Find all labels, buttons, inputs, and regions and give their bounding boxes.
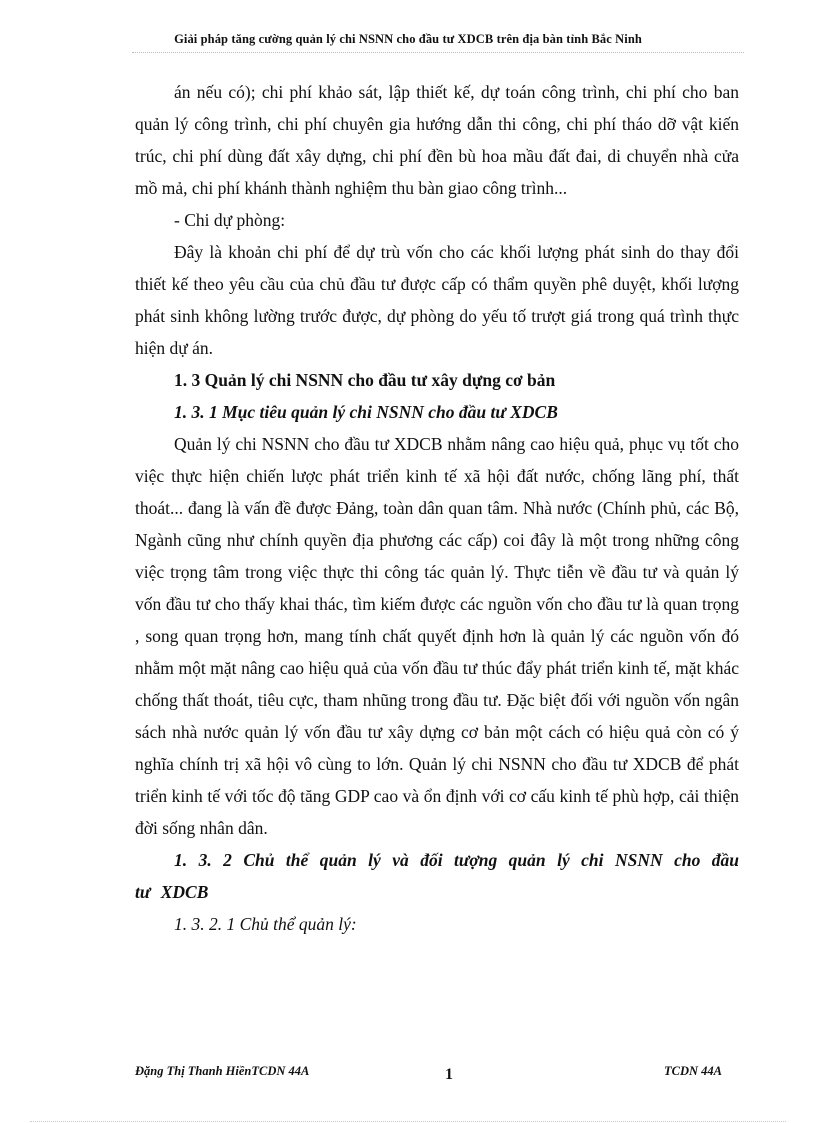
footer-author: Đặng Thị Thanh HiềnTCDN 44A <box>135 1064 310 1078</box>
running-header: Giải pháp tăng cường quản lý chi NSNN cho đầu tư XDCB trên địa bàn tỉnh Bắc Ninh <box>174 32 642 46</box>
section-heading-1-3-2: 1. 3. 2 Chủ thể quản lý và đối tượng quản lý chi NSNN cho đầu tư XDCB <box>135 850 739 902</box>
section-heading-1-3: 1. 3 Quản lý chi NSNN cho đầu tư xây dựng cơ bản <box>174 370 556 390</box>
page-number: 1 <box>445 1066 453 1083</box>
paragraph-continuation: án nếu có); chi phí khảo sát, lập thiết kế, dự toán công trình, chi phí cho ban quản lý công trình, chi phí chuyên gia hướng dẫn thi công, chi phí tháo dỡ vật kiến trúc, chi phí dùng đất xây dựng, chi phí đền bù hoa mầu đất đai, di chuyển nhà cửa mồ mả, chi phí khánh thành nghiệm thu bàn giao công trình... <box>135 82 739 198</box>
list-item-contingency: - Chi dự phòng: <box>174 210 286 230</box>
footer-class: TCDN 44A <box>664 1064 722 1078</box>
paragraph-contingency-definition: Đây là khoản chi phí để dự trù vốn cho các khối lượng phát sinh do thay đổi thiết kế theo yêu cầu của chủ đầu tư được cấp có thẩm quyền phê duyệt, khối lượng phát sinh không lường trước được, dự phòng do yếu tố trượt giá trong quá trình thực hiện dự án. <box>135 242 739 358</box>
body-content <box>135 76 739 940</box>
section-heading-1-3-1: 1. 3. 1 Mục tiêu quản lý chi NSNN cho đầu tư XDCB <box>174 402 558 422</box>
header-rule <box>132 52 744 53</box>
page-bottom-rule <box>30 1121 786 1122</box>
section-heading-1-3-2-1: 1. 3. 2. 1 Chủ thể quản lý: <box>174 914 357 934</box>
paragraph-management-objectives: Quản lý chi NSNN cho đầu tư XDCB nhằm nâng cao hiệu quả, phục vụ tốt cho việc thực hiện chiến lược phát triển kinh tế xã hội đất nước, chống lãng phí, thất thoát... đang là vấn đề được Đảng, toàn dân quan tâm. Nhà nước (Chính phủ, các Bộ, Ngành cũng như chính quyền địa phương các cấp) coi đây là một trong những công việc trọng tâm trong việc thực thi công tác quản lý. Thực tiễn về đầu tư và quản lý vốn đầu tư cho thấy khai thác, tìm kiếm được các nguồn vốn cho đầu tư là quan trọng , song quan trọng hơn, mang tính chất quyết định hơn là quản lý các nguồn vốn đó nhằm một mặt nâng cao hiệu quả của vốn đầu tư thúc đẩy phát triển kinh tế, mặt khác chống thất thoát, tiêu cực, tham nhũng trong đầu tư. Đặc biệt đối với nguồn vốn ngân sách nhà nước quản lý vốn đầu tư xây dựng cơ bản một cách có hiệu quả còn có ý nghĩa chính trị xã hội vô cùng to lớn. Quản lý chi NSNN cho đầu tư XDCB để phát triển kinh tế với tốc độ tăng GDP cao và ổn định với cơ cấu kinh tế phù hợp, cải thiện đời sống nhân dân. <box>135 434 739 838</box>
